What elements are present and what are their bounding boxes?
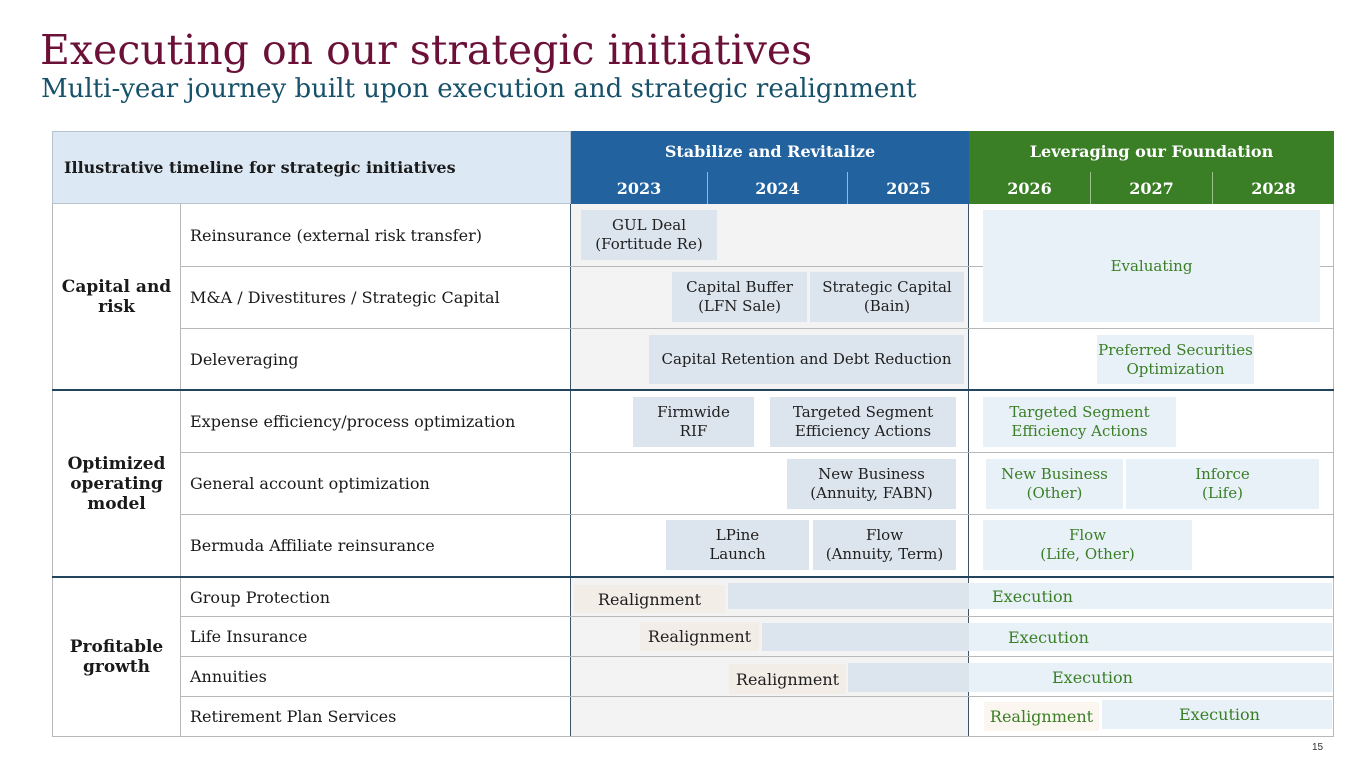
row-label-deleveraging: Deleveraging	[190, 349, 299, 369]
firmwide-rif-box: Firmwide RIF	[633, 397, 754, 447]
category-operating-model: Optimized operating model	[67, 453, 166, 514]
group-protection-execution-label: Execution	[992, 586, 1073, 606]
page-subtitle: Multi-year journey built upon execution and strategic realignment	[41, 74, 917, 104]
annuities-execution-bar-future	[969, 663, 1332, 692]
phase-leveraging-header: Leveraging our Foundation	[969, 131, 1334, 172]
category-capital-risk: Capital and risk	[61, 276, 172, 317]
row-label-expense-efficiency: Expense efficiency/process optimization	[190, 412, 516, 431]
evaluating-box: Evaluating	[983, 210, 1320, 322]
gul-deal-box: GUL Deal (Fortitude Re)	[581, 210, 717, 260]
row-label-ma-divestitures: M&A / Divestitures / Strategic Capital	[190, 287, 500, 307]
table-header-label: Illustrative timeline for strategic initiatives	[52, 131, 571, 204]
new-business-other-box: New Business (Other)	[986, 459, 1123, 509]
year-2024-header: 2024	[707, 172, 847, 204]
annuities-execution-bar	[848, 663, 969, 692]
year-2025-header: 2025	[847, 172, 969, 204]
row-divider	[180, 328, 1334, 329]
life-insurance-realignment: Realignment	[640, 622, 759, 651]
capital-buffer-box: Capital Buffer (LFN Sale)	[672, 272, 807, 322]
category-profitable-growth: Profitable growth	[69, 637, 164, 677]
annuities-realignment: Realignment	[729, 664, 846, 694]
year-2023-header: 2023	[571, 172, 707, 204]
preferred-securities-box: Preferred Securities Optimization	[1097, 335, 1254, 384]
year-2028-header: 2028	[1212, 172, 1334, 204]
row-label-reinsurance: Reinsurance (external risk transfer)	[190, 225, 482, 245]
group-protection-realignment: Realignment	[574, 585, 725, 613]
life-insurance-execution-label: Execution	[1008, 627, 1089, 647]
row-label-bermuda-reinsurance: Bermuda Affiliate reinsurance	[190, 535, 435, 555]
lpine-launch-box: LPine Launch	[666, 520, 809, 570]
group-protection-execution-bar	[728, 583, 969, 609]
table-border-bottom	[52, 736, 1334, 737]
row-divider	[180, 616, 1334, 617]
targeted-segment-box: Targeted Segment Efficiency Actions	[770, 397, 956, 447]
year-2026-header: 2026	[969, 172, 1090, 204]
year-2027-header: 2027	[1090, 172, 1212, 204]
phase-stabilize-header: Stabilize and Revitalize	[571, 131, 969, 172]
life-insurance-execution-bar	[762, 623, 969, 651]
row-divider	[180, 656, 1334, 657]
new-business-annuity-box: New Business (Annuity, FABN)	[787, 459, 956, 509]
row-label-life-insurance: Life Insurance	[190, 627, 308, 646]
targeted-segment-future-box: Targeted Segment Efficiency Actions	[983, 397, 1176, 447]
retirement-realignment: Realignment	[984, 702, 1099, 731]
retirement-execution-label: Execution	[1179, 705, 1260, 724]
flow-life-box: Flow (Life, Other)	[983, 520, 1192, 570]
inforce-life-box: Inforce (Life)	[1126, 459, 1319, 509]
row-label-retirement-plan: Retirement Plan Services	[190, 707, 397, 726]
annuities-execution-label: Execution	[1052, 668, 1133, 687]
capital-retention-box: Capital Retention and Debt Reduction	[649, 335, 964, 384]
flow-annuity-box: Flow (Annuity, Term)	[813, 520, 956, 570]
row-label-general-account: General account optimization	[190, 473, 430, 493]
row-label-annuities: Annuities	[190, 667, 267, 686]
page-number: 15	[1312, 742, 1324, 753]
page-title: Executing on our strategic initiatives	[40, 26, 813, 74]
row-label-group-protection: Group Protection	[190, 587, 331, 607]
strategic-capital-box: Strategic Capital (Bain)	[810, 272, 964, 322]
